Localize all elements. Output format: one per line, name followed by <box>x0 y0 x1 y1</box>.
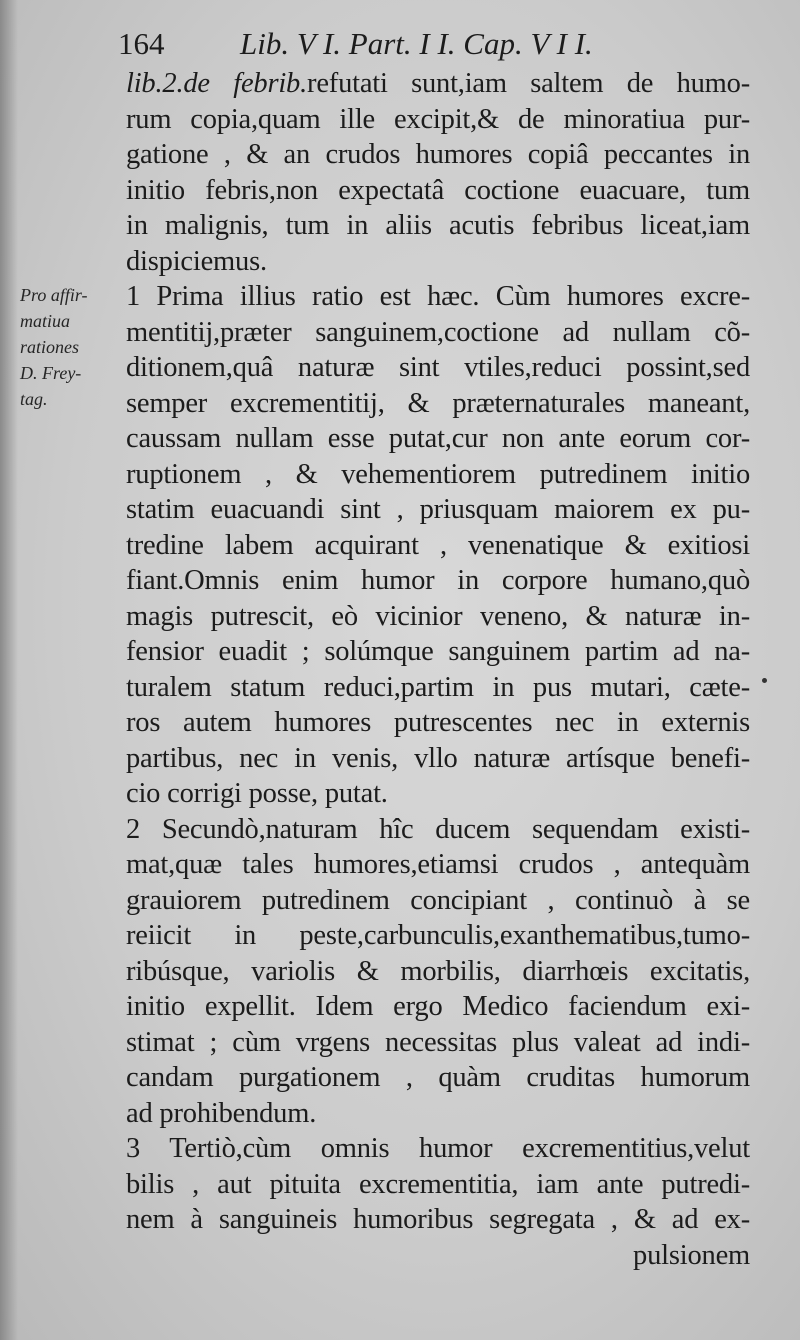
margin-note-line: tag. <box>20 389 48 409</box>
body-text <box>126 66 750 1273</box>
margin-note-line: Pro affir- <box>20 285 88 305</box>
text-line: stimat ; cùm vrgens necessitas plus valeat ad indi- <box>126 1026 750 1058</box>
text-line: dispiciemus. <box>126 245 267 277</box>
margin-note <box>20 282 118 412</box>
text-line: tredine labem acquirant , venenatique & exitiosi <box>126 529 750 561</box>
margin-note-line: matiua <box>20 311 71 331</box>
margin-note-line: D. Frey- <box>20 363 82 383</box>
gutter-shadow <box>0 0 18 1340</box>
text-span: refutati sunt,iam saltem de humo- <box>307 68 750 99</box>
text-line: rum copia,quam ille excipit,& de minoratiua pur- <box>126 103 750 135</box>
running-title: Lib. V I. Part. I I. Cap. V I I. <box>240 26 593 61</box>
text-line: 1 Prima illius ratio est hæc. Cùm humores excre- <box>126 281 750 312</box>
text-line: statim euacuandi sint , priusquam maiorem ex pu- <box>126 494 750 525</box>
text-line: grauiorem putredinem concipiant , continuò à se <box>126 884 750 916</box>
running-header <box>118 22 758 66</box>
ink-speck <box>762 678 767 683</box>
text-line: semper excrementitij, & præternaturales maneant, <box>126 387 750 419</box>
reference-italic: lib.2.de febrib. <box>126 68 308 99</box>
text-line: caussam nullam esse putat,cur non ante eorum cor- <box>126 423 750 454</box>
text-line: 2 Secundò,naturam hîc ducem sequendam existi- <box>126 813 750 845</box>
text-line: gatione , & an crudos humores copiâ peccantes in <box>126 139 750 170</box>
text-line: ruptionem , & vehementiorem putredinem initio <box>126 458 750 490</box>
text-line: 3 Tertiò,cùm omnis humor excrementitius,velut <box>126 1133 750 1164</box>
text-line: in malignis, tum in aliis acutis febribus liceat,iam <box>126 210 750 241</box>
text-line: ros autem humores putrescentes nec in externis <box>126 707 750 738</box>
text-line: initio expellit. Idem ergo Medico faciendum exi- <box>126 991 750 1022</box>
text-line: ditionem,quâ naturæ sint vtiles,reduci possint,sed <box>126 352 750 383</box>
text-line: initio febris,non expectatâ coctione euacuare, tum <box>126 174 750 206</box>
text-line: candam purgationem , quàm cruditas humorum <box>126 1062 750 1093</box>
text-line: bilis , aut pituita excrementitia, iam ante putredi- <box>126 1168 750 1200</box>
text-line: turalem statum reduci,partim in pus mutari, cæte- <box>126 671 750 703</box>
text-line: reiicit in peste,carbunculis,exanthematibus,tumo- <box>126 920 750 951</box>
text-line: ribúsque, variolis & morbilis, diarrhœis excitatis, <box>126 955 750 987</box>
text-line: nem à sanguineis humoribus segregata , & ad ex- <box>126 1204 750 1235</box>
text-line: cio corrigi posse, putat. <box>126 778 388 809</box>
catchword: pulsionem <box>633 1239 750 1271</box>
page-number: 164 <box>118 26 165 61</box>
margin-note-line: rationes <box>20 337 80 357</box>
text-line: mat,quæ tales humores,etiamsi crudos , antequàm <box>126 849 750 880</box>
text-line <box>126 66 750 102</box>
text-line: fensior euadit ; solúmque sanguinem partim ad na- <box>126 636 750 667</box>
text-line: magis putrescit, eò vicinior veneno, & naturæ in- <box>126 600 750 632</box>
text-line: mentitij,præter sanguinem,coctione ad nullam cõ- <box>126 316 750 348</box>
text-line: fiant.Omnis enim humor in corpore humano,quò <box>126 565 750 596</box>
text-line: partibus, nec in venis, vllo naturæ artísque benefi- <box>126 742 750 774</box>
text-line: ad prohibendum. <box>126 1097 317 1129</box>
